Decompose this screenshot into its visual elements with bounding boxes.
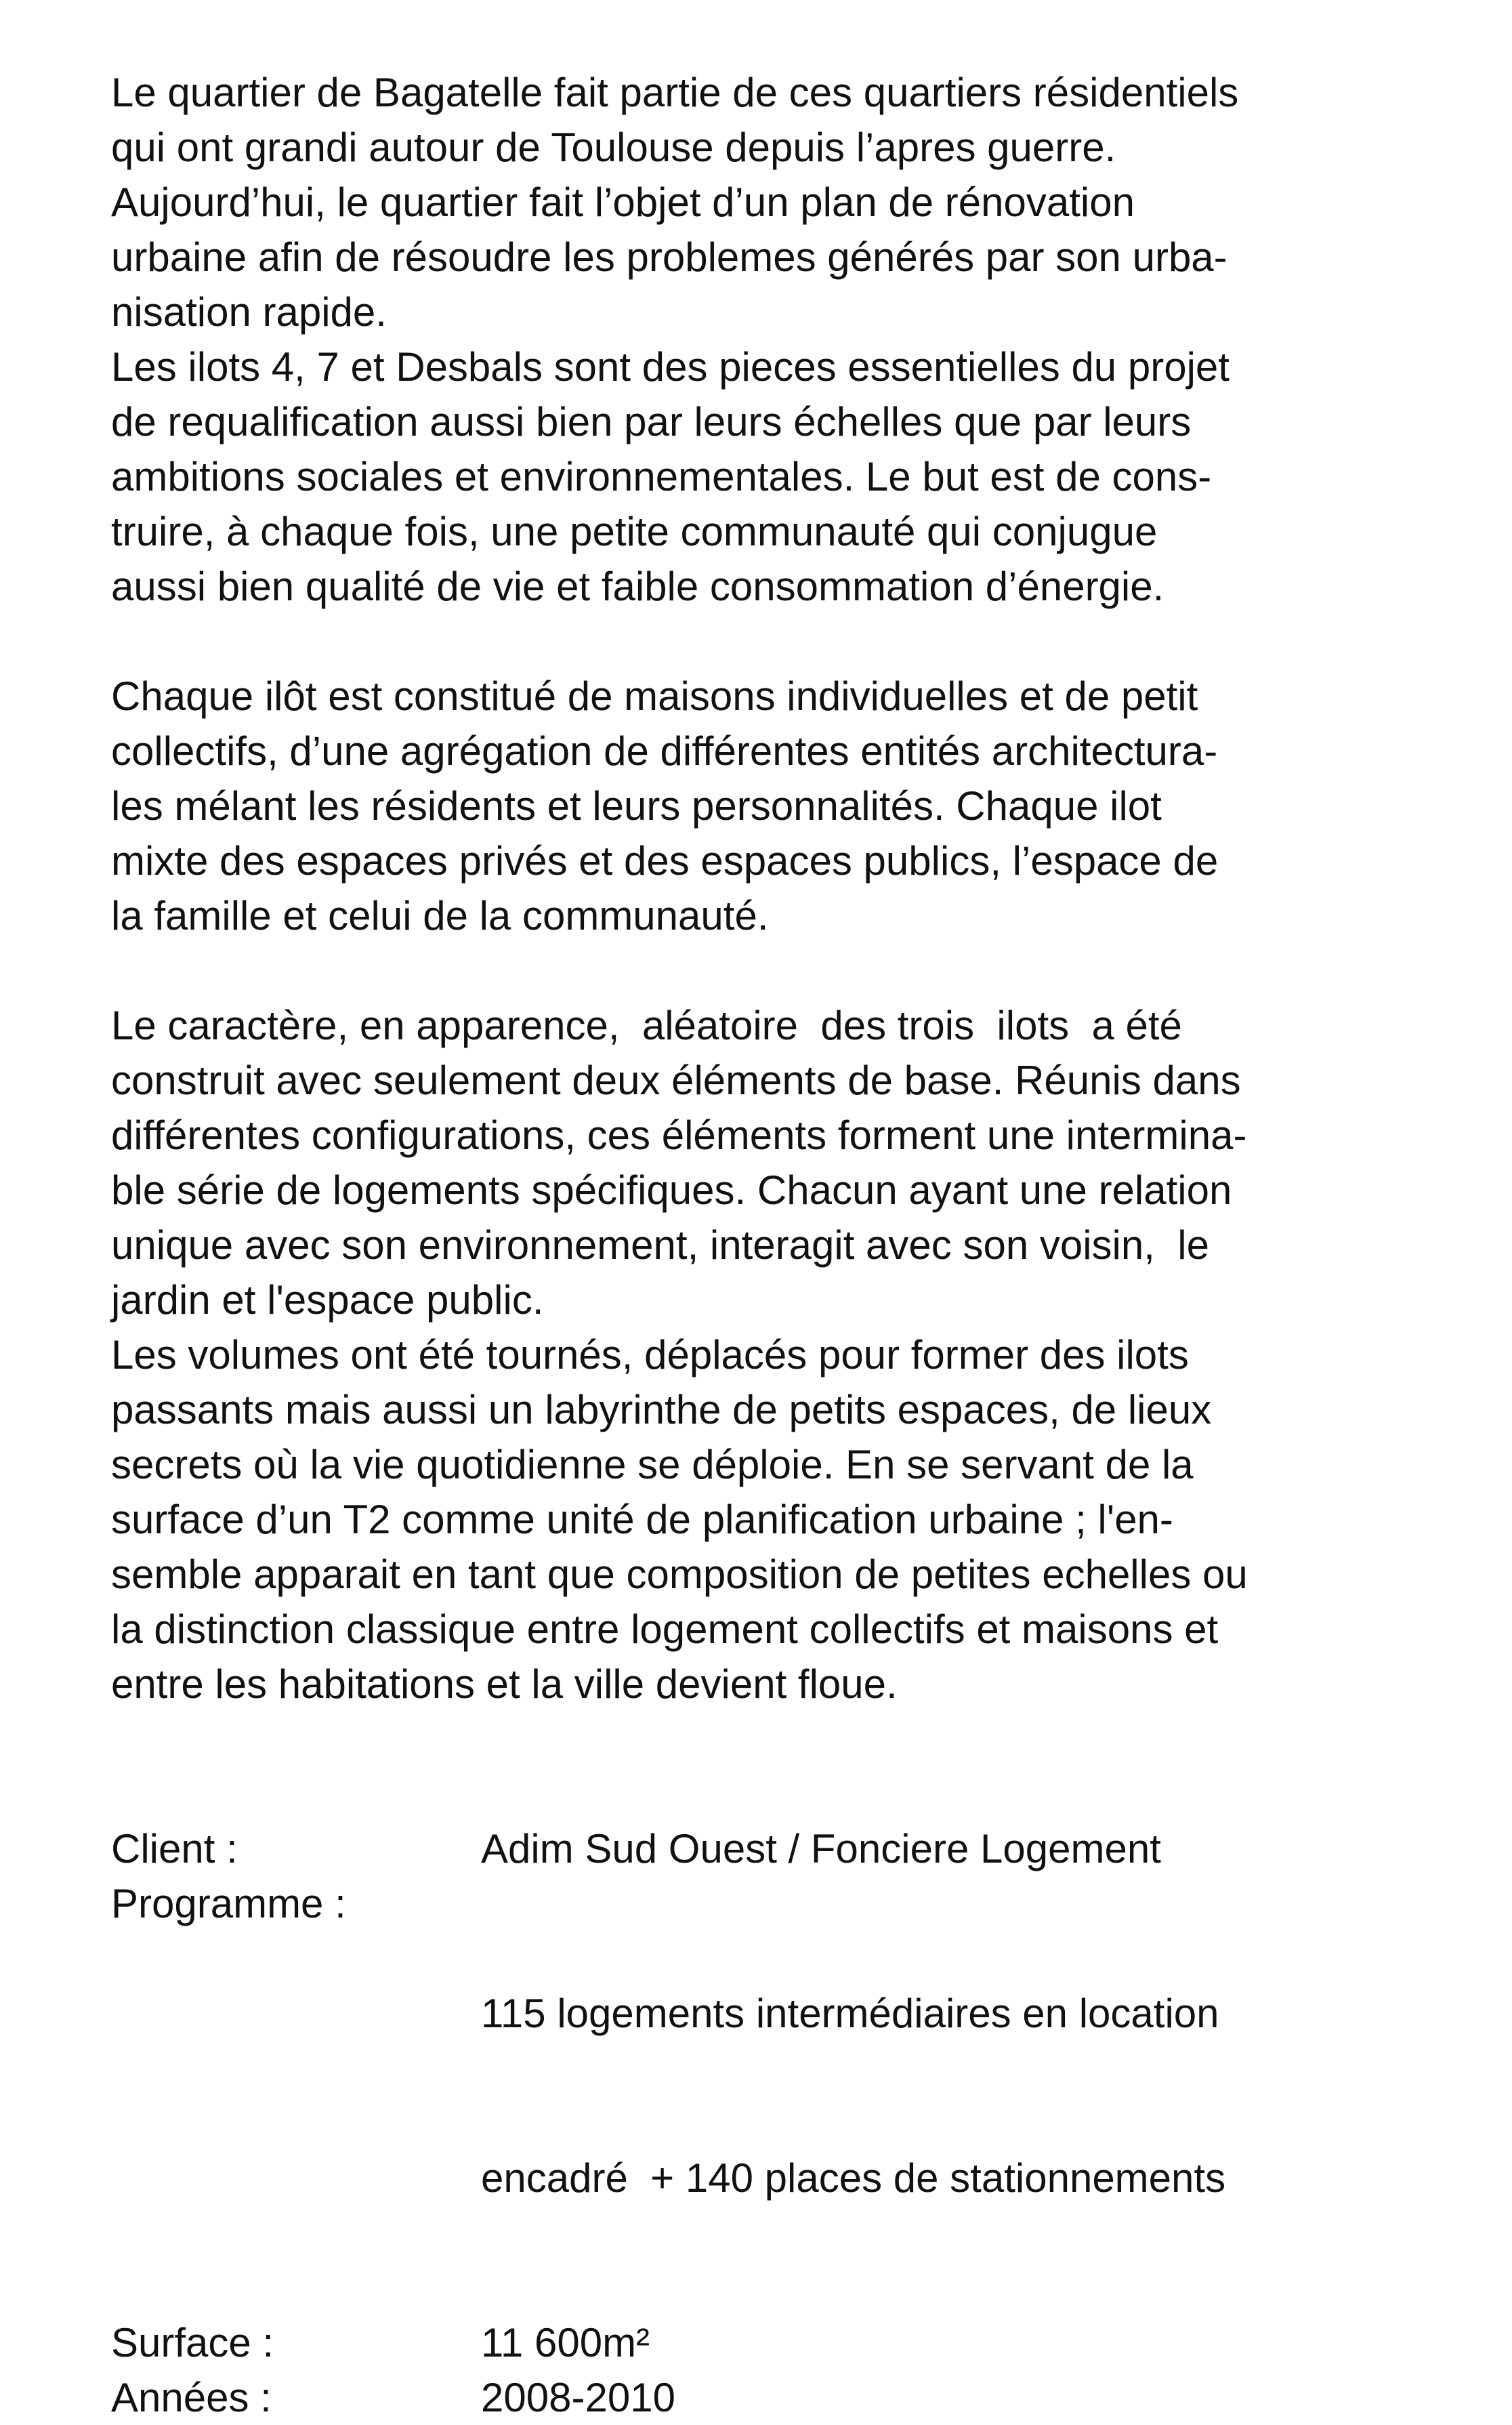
paragraph-spacer	[111, 943, 1419, 998]
text-line: qui ont grandi autour de Toulouse depuis l’apres guerre.	[111, 125, 1116, 170]
text-line: jardin et l'espace public.	[111, 1277, 544, 1323]
text-line: truire, à chaque fois, une petite communauté qui conjugue	[111, 509, 1158, 554]
text-line: Les volumes ont été tournés, déplacés pour former des ilots	[111, 1332, 1189, 1377]
detail-row-client	[111, 1821, 1419, 1876]
section-spacer	[111, 1712, 1419, 1821]
surface-label: Surface :	[111, 2320, 274, 2365]
text-line: unique avec son environnement, interagit avec son voisin, le	[111, 1222, 1209, 1268]
text-line: ble série de logements spécifiques. Chacun ayant une relation	[111, 1167, 1232, 1213]
text-line: urbaine afin de résoudre les problemes générés par son urba-	[111, 234, 1227, 280]
text-line: Aujourd’hui, le quartier fait l’objet d’un plan de rénovation	[111, 180, 1135, 225]
annees-label: Années :	[111, 2375, 272, 2420]
text-line: Chaque ilôt est constitué de maisons individuelles et de petit	[111, 673, 1198, 719]
text-line: surface d’un T2 comme unité de planification urbaine ; l'en-	[111, 1497, 1173, 1542]
programme-value-line: encadré + 140 places de stationnements	[481, 2155, 1226, 2201]
client-value: Adim Sud Ouest / Fonciere Logement	[481, 1826, 1161, 1871]
text-line: Le caractère, en apparence, aléatoire des trois ilots a été	[111, 1003, 1182, 1048]
text-line: mixte des espaces privés et des espaces publics, l’espace de	[111, 838, 1219, 884]
intro-paragraph	[111, 65, 1419, 614]
detail-row-surface	[111, 2315, 1419, 2370]
text-line: Le quartier de Bagatelle fait partie de ces quartiers résidentiels	[111, 70, 1239, 115]
ilot-paragraph	[111, 669, 1419, 943]
text-line: la famille et celui de la communauté.	[111, 893, 769, 938]
text-line: différentes configurations, ces éléments forment une intermina-	[111, 1113, 1247, 1158]
caractere-paragraph	[111, 998, 1419, 1712]
text-line: Les ilots 4, 7 et Desbals sont des pieces essentielles du projet	[111, 344, 1230, 390]
text-line: ambitions sociales et environnementales. Le but est de cons-	[111, 454, 1212, 499]
programme-value-line: 115 logements intermédiaires en location	[481, 1991, 1219, 2036]
text-line: construit avec seulement deux éléments de base. Réunis dans	[111, 1058, 1241, 1103]
paragraph-spacer	[111, 614, 1419, 669]
text-line: collectifs, d’une agrégation de différentes entités architectura-	[111, 728, 1218, 774]
annees-value: 2008-2010	[481, 2375, 675, 2420]
text-line: secrets où la vie quotidienne se déploie. En se servant de la	[111, 1442, 1194, 1487]
text-line: nisation rapide.	[111, 289, 387, 335]
detail-row-annees	[111, 2370, 1419, 2425]
detail-row-programme	[111, 1876, 1419, 2315]
text-line: passants mais aussi un labyrinthe de petits espaces, de lieux	[111, 1387, 1212, 1432]
client-label: Client :	[111, 1826, 238, 1871]
programme-label: Programme :	[111, 1881, 346, 1926]
programme-value	[481, 1876, 1419, 2315]
text-line: aussi bien qualité de vie et faible consommation d’énergie.	[111, 564, 1164, 609]
project-details	[111, 1821, 1419, 2425]
document-page	[111, 65, 1419, 2425]
text-line: semble apparait en tant que composition de petites echelles ou	[111, 1552, 1248, 1597]
text-line: les mélant les résidents et leurs personnalités. Chaque ilot	[111, 783, 1162, 829]
text-line: de requalification aussi bien par leurs échelles que par leurs	[111, 399, 1192, 444]
text-line: la distinction classique entre logement collectifs et maisons et	[111, 1607, 1219, 1652]
text-line: entre les habitations et la ville devient floue.	[111, 1661, 898, 1707]
surface-value: 11 600m²	[481, 2320, 650, 2365]
